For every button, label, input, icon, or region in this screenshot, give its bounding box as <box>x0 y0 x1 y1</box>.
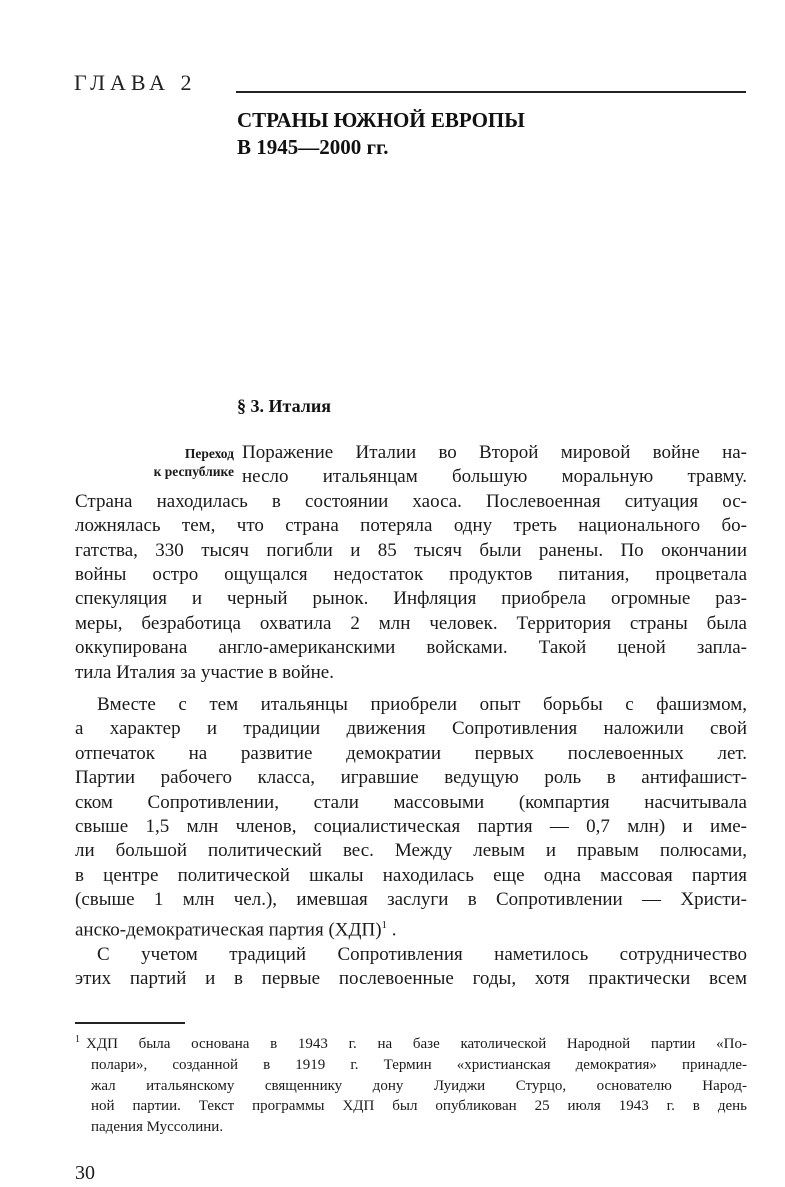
paragraph-line-text: анско-демократическая партия (ХДП) <box>75 918 382 940</box>
paragraph-line: Партии рабочего класса, игравшие ведущую роль в антифашист- <box>75 767 747 789</box>
paragraph-line: ском Сопротивлении, стали массовыми (компартия насчитывала <box>75 791 747 813</box>
paragraph-line: ложнялась тем, что страна потеряла одну треть национального бо- <box>75 515 747 537</box>
footnote-line <box>75 1030 747 1055</box>
footnote-line: падения Муссолини. <box>91 1119 224 1136</box>
paragraph-line: отпечаток на развитие демократии первых послевоенных лет. <box>75 742 747 764</box>
footnote-line: ной партии. Текст программы ХДП был опубликован 25 июля 1943 г. в день <box>91 1098 747 1115</box>
chapter-rule <box>236 91 746 93</box>
paragraph-line: этих партий и в первые послевоенные годы, хотя практически всем <box>75 968 747 990</box>
paragraph-line: войны остро ощущался недостаток продуктов питания, процветала <box>75 564 747 586</box>
chapter-label: ГЛАВА 2 <box>74 70 197 95</box>
paragraph <box>75 943 747 992</box>
footnote-mark: 1 <box>75 1034 80 1045</box>
footnote-line: жал итальянскому священнику дону Луиджи Стурцо, основателю Народ- <box>91 1077 747 1094</box>
chapter-title-line: СТРАНЫ ЮЖНОЙ ЕВРОПЫ <box>237 108 525 132</box>
paragraph-line: меры, безработица охватила 2 млн человек. Территория страны была <box>75 612 747 634</box>
paragraph-line: С учетом традиций Сопротивления наметилось сотрудничество <box>97 944 747 965</box>
paragraph-line: несло итальянцам большую моральную травму. <box>242 466 747 488</box>
footnote-rule <box>75 1022 185 1024</box>
paragraph-line-tail: . <box>387 918 397 940</box>
paragraph-line: а характер и традиции движения Сопротивления наложили свой <box>75 718 747 740</box>
paragraph-line: в центре политической шкалы находилась еще одна массовая партия <box>75 864 747 886</box>
paragraph-line: Поражение Италии во Второй мировой войне на- <box>242 442 747 463</box>
paragraph-line: Страна находилась в состоянии хаоса. Послевоенная ситуация ос- <box>75 490 747 512</box>
footnote-line: полари», созданной в 1919 г. Термин «христианская демократия» принадле- <box>91 1056 747 1073</box>
paragraph-line: свыше 1,5 млн членов, социалистическая партия — 0,7 млн) и име- <box>75 816 747 838</box>
paragraph-line: ли большой политический вес. Между левым и правым полюсами, <box>75 840 747 862</box>
footnote <box>75 1030 747 1138</box>
footnote-line-text: ХДП была основана в 1943 г. на базе католической Народной партии «По- <box>86 1036 747 1052</box>
marginal-note-line: Переход <box>184 446 234 461</box>
paragraph <box>75 441 747 685</box>
chapter-title-line: В 1945—2000 гг. <box>237 135 389 159</box>
paragraph-line: гатства, 330 тысяч погибли и 85 тысяч были ранены. По окончании <box>75 539 747 561</box>
paragraph-line: (свыше 1 млн чел.), имевшая заслуги в Сопротивлении — Христи- <box>75 889 747 911</box>
paragraph-line: Вместе с тем итальянцы приобрели опыт борьбы с фашизмом, <box>97 694 747 715</box>
paragraph <box>75 693 747 942</box>
section-heading: § 3. Италия <box>237 396 331 416</box>
page-number: 30 <box>75 1162 95 1184</box>
paragraph-line: оккупирована англо-американскими войсками. Такой ценой запла- <box>75 637 747 659</box>
chapter-title <box>237 107 525 161</box>
paragraph-line: спекуляция и черный рынок. Инфляция приобрела огромные раз- <box>75 588 747 610</box>
paragraph-line: тила Италия за участие в войне. <box>75 661 334 683</box>
marginal-note-line: к республике <box>153 464 234 479</box>
paragraph-line-with-footnote <box>75 913 747 943</box>
footnote-reference: 1 <box>381 918 388 931</box>
